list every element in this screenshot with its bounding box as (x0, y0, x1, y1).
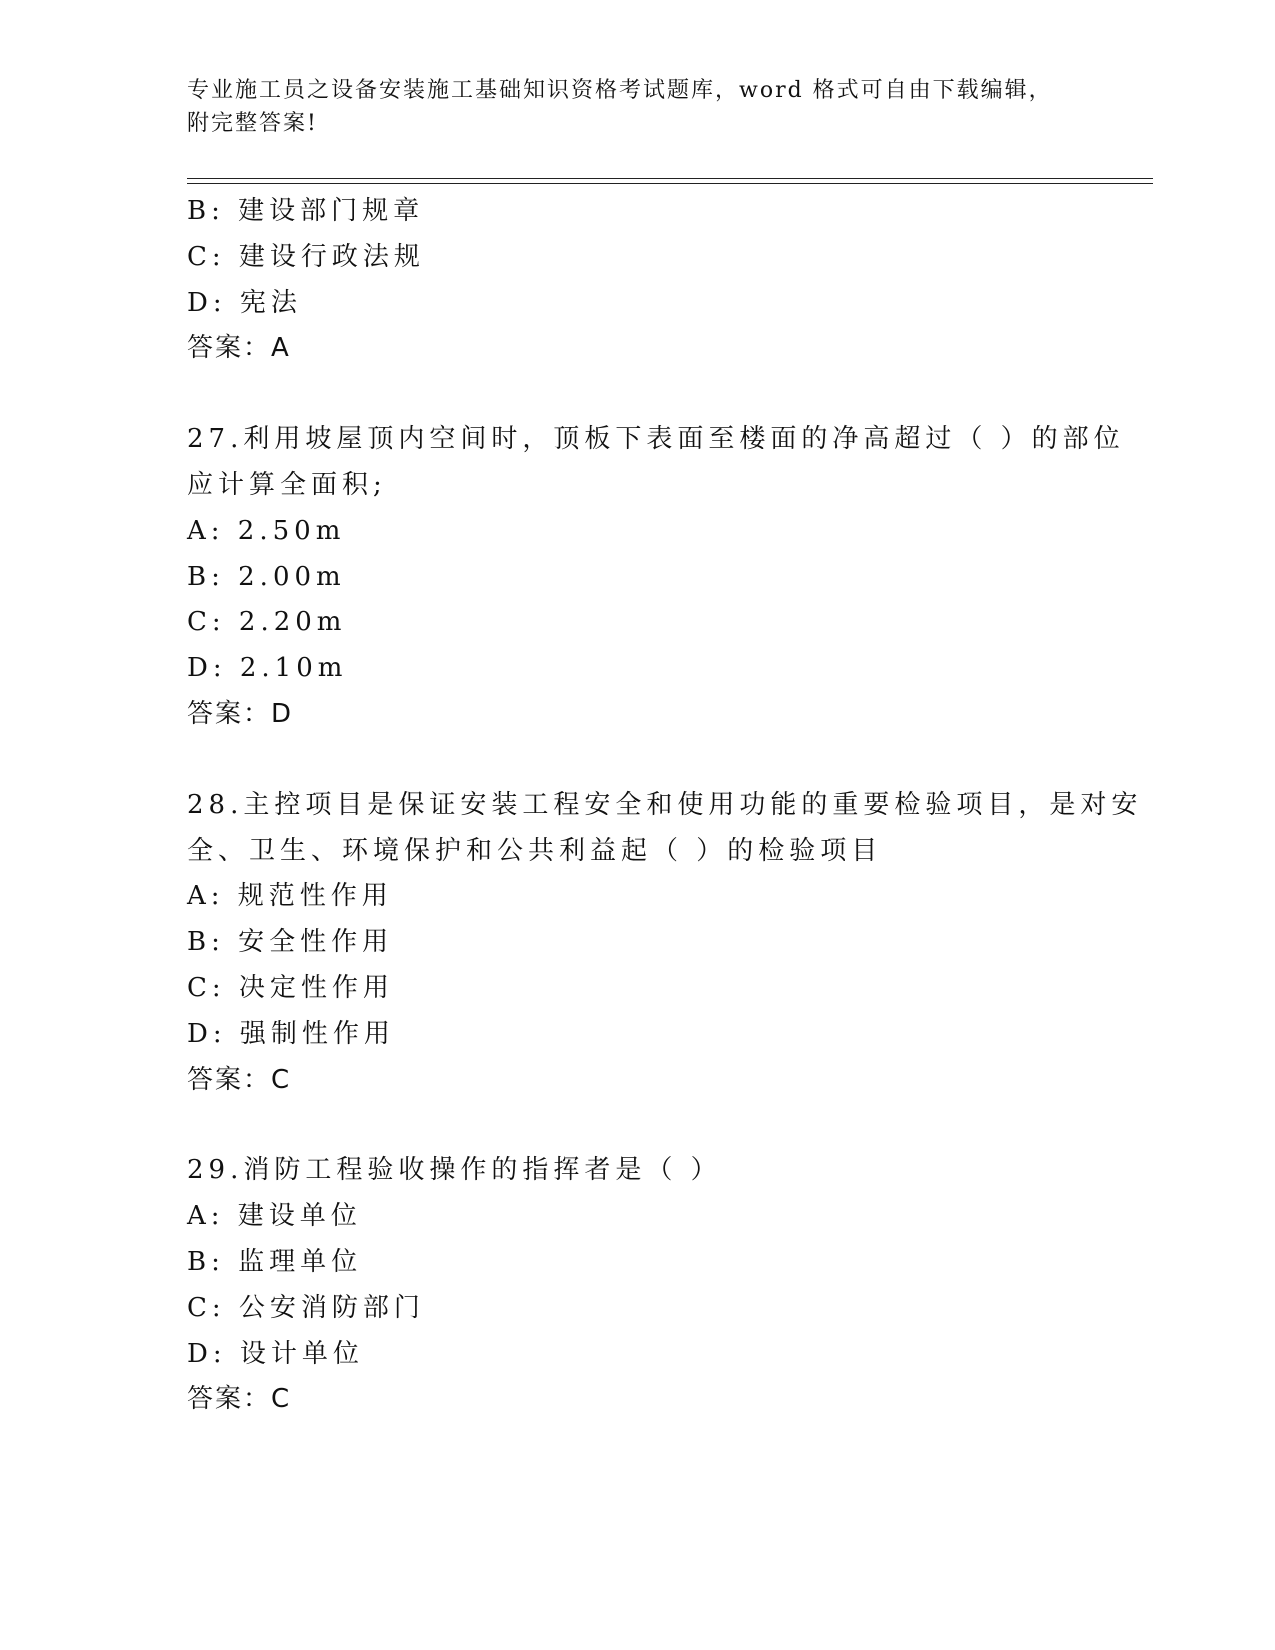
question-fragment (187, 189, 1087, 372)
option-a: A: 2.50m (187, 515, 346, 546)
option-d: D: 设计单位 (187, 1338, 364, 1369)
option-b: B: 监理单位 (187, 1246, 363, 1277)
header-line-2: 附完整答案! (187, 111, 318, 136)
option-b: B: 建设部门规章 (187, 196, 425, 226)
option-c: C: 决定性作用 (187, 972, 394, 1003)
answer: 答案：C (187, 1064, 292, 1095)
option-d: D: 强制性作用 (187, 1018, 395, 1049)
option-d: D: 2.10m (187, 653, 348, 684)
question-29 (187, 1148, 1087, 1423)
answer: 答案：D (187, 698, 294, 729)
question-stem: 应计算全面积; (187, 469, 387, 500)
header-line-1: 专业施工员之设备安装施工基础知识资格考试题库，word 格式可自由下载编辑， (187, 78, 1053, 103)
option-b: B: 安全性作用 (187, 927, 394, 958)
option-c: C: 建设行政法规 (187, 241, 425, 272)
header-rule-bottom (187, 183, 1153, 184)
answer: 答案：C (187, 1384, 292, 1415)
answer: 答案：A (187, 333, 291, 364)
question-stem: 29.消防工程验收操作的指挥者是（ ） (187, 1155, 722, 1186)
question-27 (187, 417, 1125, 738)
option-b: B: 2.00m (187, 561, 346, 592)
option-c: C: 公安消防部门 (187, 1292, 425, 1323)
option-c: C: 2.20m (187, 607, 347, 638)
question-28 (187, 783, 1143, 1104)
question-list (187, 189, 1143, 1423)
question-stem: 27.利用坡屋顶内空间时，顶板下表面至楼面的净高超过（ ）的部位 (187, 424, 1125, 455)
option-d: D: 宪法 (187, 287, 302, 318)
question-stem: 28.主控项目是保证安装工程安全和使用功能的重要检验项目，是对安 (187, 789, 1143, 820)
document-header (187, 74, 1087, 140)
option-a: A: 建设单位 (187, 1201, 362, 1232)
question-stem: 全、卫生、环境保护和公共利益起（ ）的检验项目 (187, 835, 883, 866)
header-rule-top (187, 178, 1153, 179)
option-a: A: 规范性作用 (187, 881, 393, 912)
